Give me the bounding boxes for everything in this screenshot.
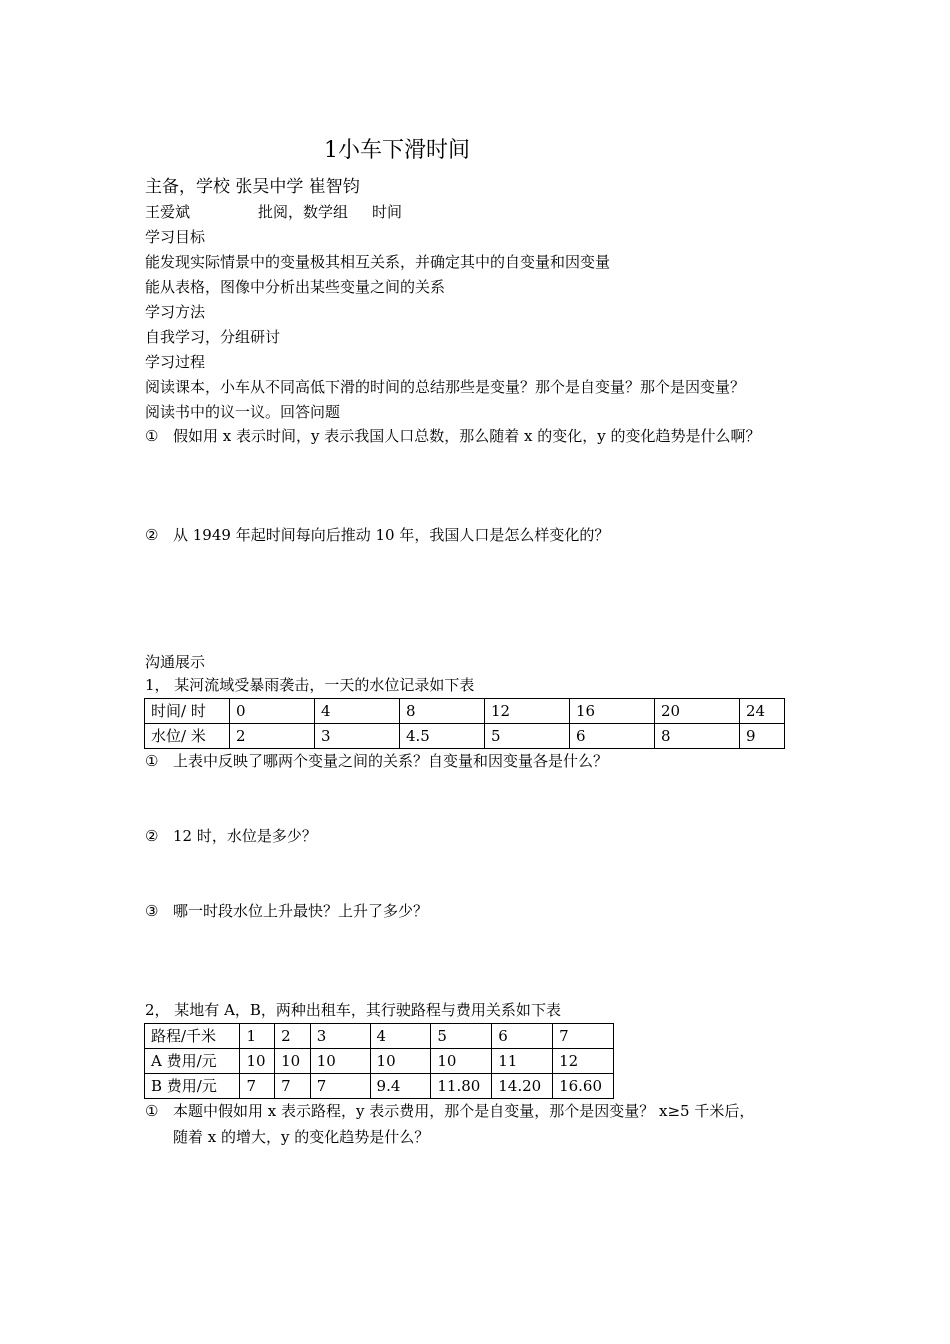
time-label: 时间	[372, 203, 403, 221]
table-cell: 7	[310, 1074, 370, 1099]
problem-2-question-1-cont: 随着 x 的增大，y 的变化趋势是什么？	[173, 1128, 430, 1146]
table-cell: 水位/ 米	[145, 724, 230, 749]
problem-1-question-2	[145, 829, 317, 844]
header-line-1: 主备，学校 张吴中学 崔智钧	[145, 177, 360, 197]
page-title: 1小车下滑时间	[324, 138, 470, 163]
table-cell: 10	[275, 1049, 311, 1074]
goal-item-2: 能从表格，图像中分析出某些变量之间的关系	[145, 278, 446, 296]
table-cell: 10	[370, 1049, 431, 1074]
table-cell: 6	[570, 724, 655, 749]
table-cell: 路程/千米	[145, 1024, 240, 1049]
problem-2-question-1	[145, 1104, 754, 1119]
table-row	[145, 699, 785, 724]
taxi-fare-table	[144, 1023, 614, 1099]
question-marker: ①	[145, 427, 159, 445]
water-level-table	[144, 698, 785, 749]
table-cell: 2	[230, 724, 315, 749]
table-cell: 6	[492, 1024, 553, 1049]
table-cell: 3	[315, 724, 400, 749]
question-marker: ①	[145, 752, 159, 770]
header-line-2	[145, 205, 402, 220]
method-heading: 学习方法	[145, 303, 206, 321]
table-cell: 10	[310, 1049, 370, 1074]
question-text: 本题中假如用 x 表示路程，y 表示费用，那个是自变量，那个是因变量？ x≥5 千米后，	[173, 1102, 755, 1120]
exchange-heading: 沟通展示	[145, 653, 206, 671]
table-cell: 7	[553, 1024, 614, 1049]
question-marker: ③	[145, 902, 159, 920]
table-cell: 2	[275, 1024, 311, 1049]
table-cell: 1	[240, 1024, 275, 1049]
table-cell: 5	[485, 724, 570, 749]
table-cell: 8	[400, 699, 485, 724]
method-text: 自我学习，分组研讨	[145, 328, 281, 346]
process-line-2: 阅读书中的议一议。回答问题	[145, 403, 341, 421]
question-text: 上表中反映了哪两个变量之间的关系？自变量和因变量各是什么？	[173, 752, 609, 770]
table-row	[145, 724, 785, 749]
table-cell: 0	[230, 699, 315, 724]
question-marker: ①	[145, 1102, 159, 1120]
question-text: 哪一时段水位上升最快？上升了多少？	[173, 902, 429, 920]
table-cell: 5	[431, 1024, 492, 1049]
problem-1-question-3	[145, 904, 428, 919]
goals-heading: 学习目标	[145, 228, 206, 246]
table-cell: 14.20	[492, 1074, 553, 1099]
table-cell: 8	[655, 724, 740, 749]
table-row	[145, 1074, 614, 1099]
process-question-2	[145, 528, 609, 543]
table-cell: 11.80	[431, 1074, 492, 1099]
question-text: 从 1949 年起时间每向后推动 10 年，我国人口是怎么样变化的？	[173, 526, 610, 544]
table-cell: 16.60	[553, 1074, 614, 1099]
question-text: 假如用 x 表示时间，y 表示我国人口总数，那么随着 x 的变化，y 的变化趋势是什么啊？	[173, 427, 761, 445]
table-row	[145, 1049, 614, 1074]
question-text: 12 时，水位是多少？	[173, 827, 317, 845]
table-cell: 4	[370, 1024, 431, 1049]
process-question-1	[145, 429, 760, 444]
table-cell: A 费用/元	[145, 1049, 240, 1074]
table-cell: 4.5	[400, 724, 485, 749]
table-cell: 10	[240, 1049, 275, 1074]
table-cell: 9.4	[370, 1074, 431, 1099]
process-heading: 学习过程	[145, 353, 206, 371]
table-cell: 20	[655, 699, 740, 724]
problem-1-question-1	[145, 754, 608, 769]
table-cell: B 费用/元	[145, 1074, 240, 1099]
review: 批阅，数学组	[258, 203, 349, 221]
table-cell: 4	[315, 699, 400, 724]
problem-1-intro: 1， 某河流域受暴雨袭击，一天的水位记录如下表	[145, 676, 475, 694]
table-cell: 12	[485, 699, 570, 724]
table-cell: 7	[275, 1074, 311, 1099]
question-marker: ②	[145, 526, 159, 544]
table-cell: 11	[492, 1049, 553, 1074]
question-marker: ②	[145, 827, 159, 845]
process-line-1: 阅读课本，小车从不同高低下滑的时间的总结那些是变量？那个是自变量？那个是因变量？	[145, 378, 746, 396]
table-cell: 24	[740, 699, 785, 724]
table-cell: 12	[553, 1049, 614, 1074]
table-cell: 3	[310, 1024, 370, 1049]
goal-item-1: 能发现实际情景中的变量极其相互关系，并确定其中的自变量和因变量	[145, 253, 611, 271]
table-cell: 10	[431, 1049, 492, 1074]
table-cell: 9	[740, 724, 785, 749]
table-cell: 7	[240, 1074, 275, 1099]
table-cell: 16	[570, 699, 655, 724]
author: 王爱斌	[145, 203, 191, 221]
table-row	[145, 1024, 614, 1049]
problem-2-intro: 2， 某地有 A，B，两种出租车，其行驶路程与费用关系如下表	[145, 1001, 561, 1019]
table-cell: 时间/ 时	[145, 699, 230, 724]
